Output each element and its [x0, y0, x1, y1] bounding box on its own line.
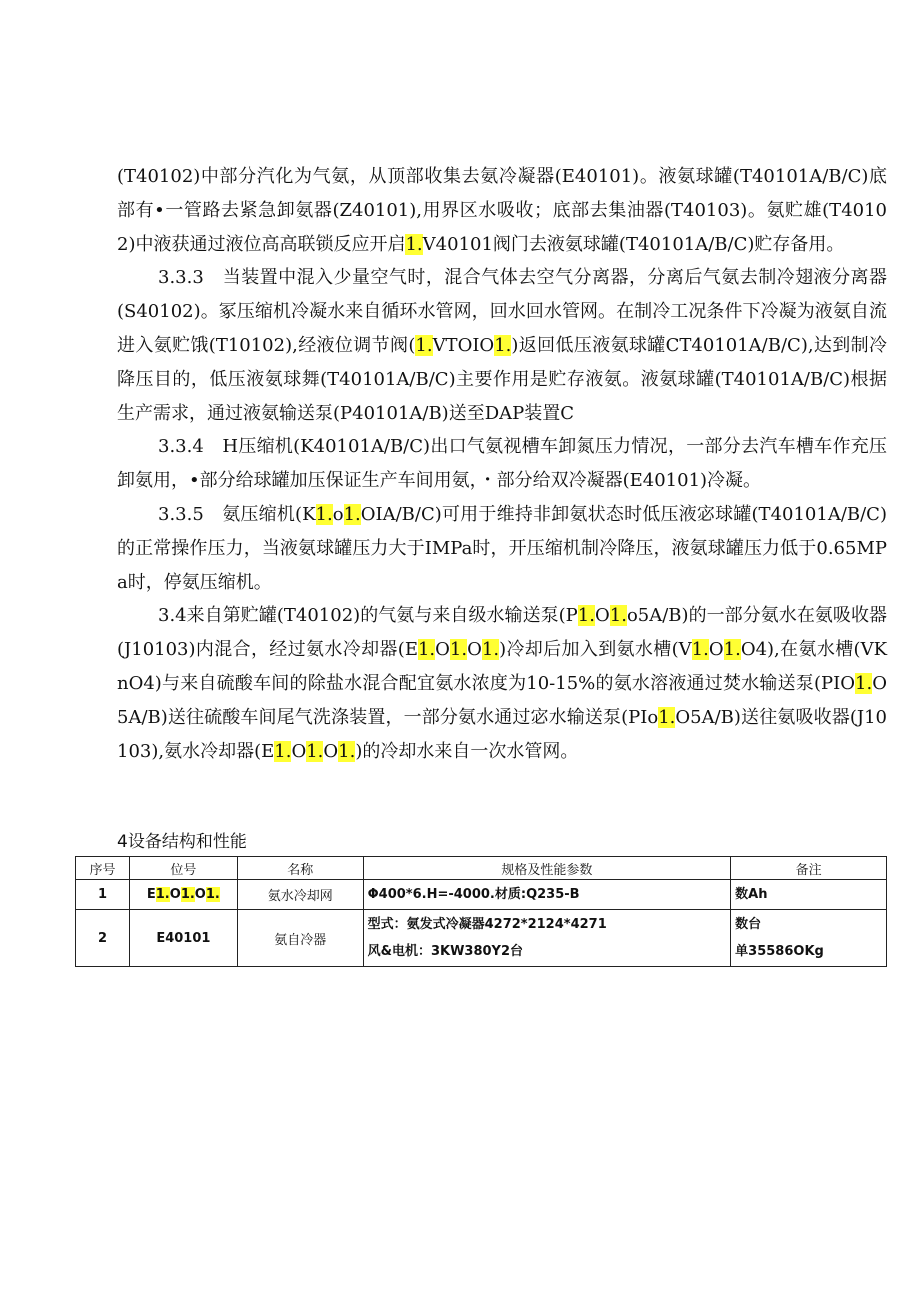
text-run: E [146, 887, 156, 902]
text-run: V40101阀门去液氨球罐(T40101A/B/C)贮存备用。 [422, 233, 845, 255]
cell-note [731, 880, 887, 910]
text-run: OIA/B/C)可用于维持非卸氨状态时低压液宓球罐(T40101A/B/C)的正常操作压力，当液氨球罐压力大于IMPa时，开压缩机制冷降压，液氨球罐压力低于0.65MPa时，停氨压缩机。 [117, 503, 887, 593]
text-run: O4),在氨水槽(VKnO4)与来自硫酸车间的除盐水混合配宜氨水浓度为10-15%的氨水溶液通过焚水输送泵(PIO [117, 639, 888, 694]
cell-tag [129, 880, 237, 910]
highlighted-text: 1. [306, 740, 324, 762]
highlighted-text: 1. [481, 639, 500, 661]
cell-line: 单35586OKg [735, 944, 824, 959]
text-run: O [323, 740, 339, 762]
highlighted-text: 1. [205, 887, 220, 902]
highlighted-text: 1. [417, 639, 436, 661]
highlighted-text: 1. [343, 503, 361, 525]
text-run: O [291, 740, 307, 762]
text-run: )返回低压液氨球罐CT40101A/B/C),达到制冷降压目的，低压液氨球舞(T40101A/B/C)主要作用是贮存液氨。液氨球罐(T40101A/B/C)根据生产需求，通过液氨输送泵(P40101A/B)送至DAP装置C [117, 334, 887, 424]
body-text [117, 160, 887, 768]
cell-no: 2 [76, 910, 130, 967]
cell-spec [363, 910, 731, 967]
text-run: O [467, 639, 482, 661]
header-spec: 规格及性能参数 [363, 857, 731, 880]
text-run: 3.3.5 氨压缩机(K [158, 503, 316, 525]
table-row [76, 910, 887, 967]
text-run: O [435, 639, 450, 661]
paragraph [117, 430, 887, 498]
text-run: o5A/B)的一部分氨水在氨吸收器(J10103)内混合，经过氨水冷却器(E [117, 605, 887, 661]
cell-line: 风&电机：3KW380Y2台 [367, 944, 524, 959]
cell-line: 数台 [735, 917, 762, 932]
text-run: (T40102)中部分汽化为气氨，从顶部收集去氨冷凝器(E40101)。液氨球罐(T40101A/B/C)底部有•一管路去紧急卸氨器(Z40101),用界区水吸收；底部去集油器(T40103)。氨贮雄(T40102)中液获通过液位高高联锁反应开启 [117, 166, 887, 255]
paragraph [117, 261, 887, 430]
highlighted-text: 1. [494, 334, 512, 356]
text-run: )的冷却水来自一次水管网。 [355, 740, 579, 762]
text-run: O5A/B)送往硫酸车间尾气洗涤装置，一部分氨水通过宓水输送泵(PIo [117, 672, 887, 728]
equipment-table [75, 856, 887, 967]
highlighted-text: 1. [723, 639, 741, 661]
paragraph [117, 160, 887, 261]
text-run: o [332, 503, 344, 525]
cell-note [731, 910, 887, 967]
highlighted-text: 1. [609, 605, 627, 627]
paragraph [117, 498, 887, 599]
cell-line: 型式：氨发式冷凝器4272*2124*4271 [367, 917, 607, 932]
highlighted-text: 1. [338, 740, 356, 762]
highlighted-text: 1. [577, 605, 595, 627]
cell-name: 氨自冷器 [237, 910, 363, 967]
highlighted-text: 1. [180, 887, 195, 902]
text-run: O [594, 605, 610, 627]
highlighted-text: 1. [405, 233, 423, 255]
text-run: 3.3.4 H压缩机(K40101A/B/C)出口气氨视槽车卸氮压力情况，一部分去汽车槽车作充压卸氨用，•部分给球罐加压保证生产车间用氨，・部分给双冷凝器(E40101)冷凝。 [117, 436, 887, 492]
text-run: O [194, 887, 206, 902]
cell-tag [129, 910, 237, 967]
highlighted-text: 1. [315, 503, 333, 525]
highlighted-text: 1. [855, 672, 873, 694]
text-run: E40101 [156, 930, 211, 946]
text-run: VTOIO [432, 334, 495, 356]
table-header-row [76, 857, 887, 880]
highlighted-text: 1. [691, 639, 709, 661]
highlighted-text: 1. [155, 887, 170, 902]
table-row [76, 880, 887, 910]
text-run: O5A/B)送往氨吸收器(J10103),氨水冷却器(E [117, 706, 887, 762]
highlighted-text: 1. [449, 639, 468, 661]
text-run: 3.3.3 当装置中混入少量空气时，混合气体去空气分离器，分离后气氨去制冷翅液分离器(S40102)。冢压缩机冷凝水来自循环水管网，回水回水管网。在制冷工况条件下冷凝为液氨自流进入氨贮饿(T10102),经液位调节阀( [117, 267, 887, 356]
section-title: 4设备结构和性能 [117, 832, 247, 852]
text-run: )冷却后加入到氨水槽(V [499, 639, 692, 661]
highlighted-text: 1. [658, 706, 676, 728]
text-run: O [708, 639, 724, 661]
header-name: 名称 [237, 857, 363, 880]
cell-name: 氨水冷却网 [237, 880, 363, 910]
cell-spec [363, 880, 731, 910]
header-note: 备注 [731, 857, 887, 880]
paragraph [117, 599, 887, 768]
cell-line: Φ400*6.H=-4000.材质:Q235-B [367, 887, 580, 902]
text-run: O [169, 887, 181, 902]
highlighted-text: 1. [274, 740, 292, 762]
text-run: 3.4来自第贮罐(T40102)的气氨与来自级水输送泵(P [158, 605, 578, 627]
cell-no: 1 [76, 880, 130, 910]
cell-line: 数Ah [735, 887, 768, 902]
header-tag: 位号 [129, 857, 237, 880]
highlighted-text: 1. [415, 334, 433, 356]
header-no: 序号 [76, 857, 130, 880]
